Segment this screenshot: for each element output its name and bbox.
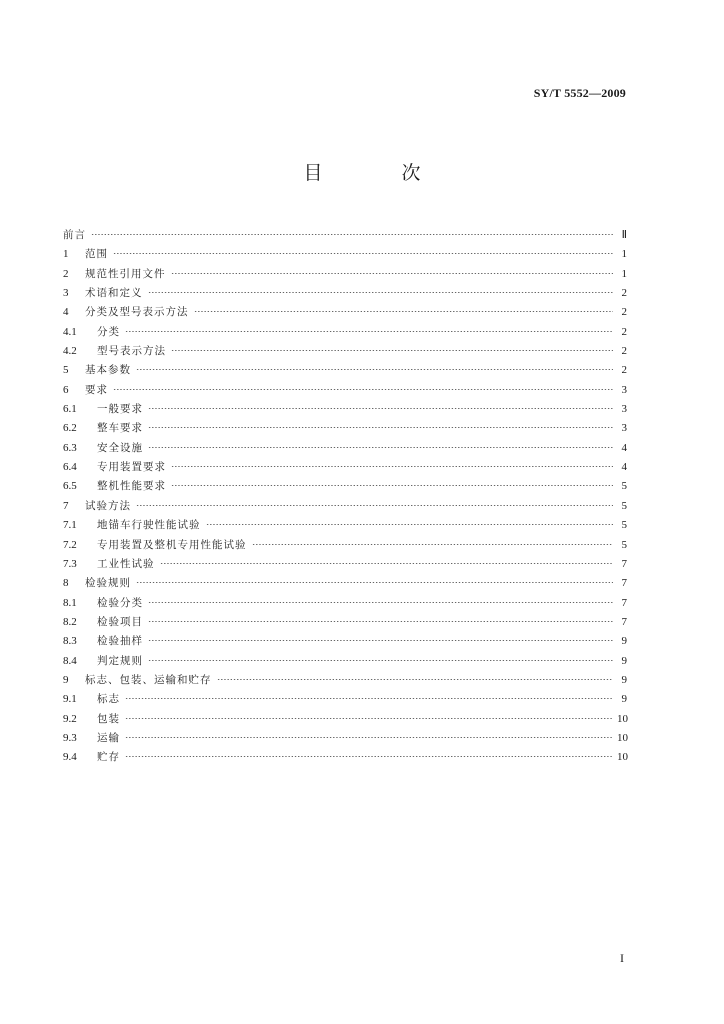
toc-entry-label: 术语和定义 bbox=[85, 287, 143, 300]
toc-entry-label: 整车要求 bbox=[97, 422, 143, 435]
toc-entry-label: 检验抽样 bbox=[97, 635, 143, 648]
toc-entry-label: 标志 bbox=[97, 693, 120, 706]
toc-entry[interactable] bbox=[63, 400, 627, 419]
toc-entry-label: 要求 bbox=[85, 383, 108, 396]
toc-entry-label: 检验项目 bbox=[97, 615, 143, 628]
toc-entry-page: 7 bbox=[621, 557, 627, 570]
toc-leader-dots bbox=[136, 369, 613, 370]
toc-entry-label: 检验分类 bbox=[97, 596, 143, 609]
toc-leader-dots bbox=[171, 273, 614, 274]
toc-entry-number: 4.1 bbox=[63, 325, 77, 338]
toc-entry[interactable] bbox=[63, 419, 627, 438]
toc-entry-number: 8.3 bbox=[63, 635, 77, 648]
toc-leader-dots bbox=[148, 447, 613, 448]
toc-leader-dots bbox=[91, 234, 613, 235]
toc-leader-dots bbox=[148, 640, 613, 641]
toc-entry-page: 10 bbox=[617, 712, 628, 725]
toc-entry-number: 6.5 bbox=[63, 480, 77, 493]
toc-entry-number: 8.2 bbox=[63, 615, 77, 628]
toc-entry-page: 9 bbox=[621, 654, 627, 667]
toc-entry-number: 6.1 bbox=[63, 403, 77, 416]
toc-entry[interactable] bbox=[63, 690, 627, 709]
toc-entry-page: 2 bbox=[621, 306, 627, 319]
toc-leader-dots bbox=[125, 718, 613, 719]
toc-entry-page: 3 bbox=[621, 403, 627, 416]
table-of-contents bbox=[63, 226, 627, 768]
toc-entry-number: 6.4 bbox=[63, 461, 77, 474]
toc-entry-number: 8.4 bbox=[63, 654, 77, 667]
toc-entry-page: 5 bbox=[621, 480, 627, 493]
toc-entry-label: 范围 bbox=[85, 248, 108, 261]
toc-entry-number: 9 bbox=[63, 673, 69, 686]
toc-entry[interactable] bbox=[63, 439, 627, 458]
toc-entry-number: 9.3 bbox=[63, 731, 77, 744]
toc-entry-label: 专用装置要求 bbox=[97, 461, 166, 474]
toc-entry-number: 4 bbox=[63, 306, 69, 319]
toc-entry-page: 2 bbox=[621, 287, 627, 300]
toc-entry[interactable] bbox=[63, 458, 627, 477]
toc-entry-number: 6 bbox=[63, 383, 69, 396]
toc-entry-number: 9.2 bbox=[63, 712, 77, 725]
toc-entry[interactable] bbox=[63, 323, 627, 342]
toc-entry-page: 5 bbox=[621, 538, 627, 551]
toc-entry-number: 9.1 bbox=[63, 693, 77, 706]
toc-entry-label: 安全设施 bbox=[97, 441, 143, 454]
toc-entry-number: 1 bbox=[63, 248, 69, 261]
toc-entry-number: 6.2 bbox=[63, 422, 77, 435]
toc-entry-page: 7 bbox=[621, 596, 627, 609]
toc-entry-label: 整机性能要求 bbox=[97, 480, 166, 493]
toc-entry-number: 7 bbox=[63, 499, 69, 512]
toc-leader-dots bbox=[125, 756, 613, 757]
toc-leader-dots bbox=[171, 466, 613, 467]
toc-leader-dots bbox=[148, 660, 613, 661]
toc-entry[interactable] bbox=[63, 729, 627, 748]
toc-entry-page: 9 bbox=[621, 635, 627, 648]
toc-entry[interactable] bbox=[63, 748, 627, 767]
toc-entry-label: 前言 bbox=[63, 229, 86, 241]
toc-entry-number: 3 bbox=[63, 287, 69, 300]
toc-entry-page: 5 bbox=[621, 519, 627, 532]
toc-entry-label: 工业性试验 bbox=[97, 557, 155, 570]
toc-entry-label: 贮存 bbox=[97, 751, 120, 764]
toc-entry-label: 包装 bbox=[97, 712, 120, 725]
toc-entry[interactable] bbox=[63, 265, 627, 284]
toc-entry-number: 2 bbox=[63, 267, 69, 280]
toc-entry-page: 7 bbox=[621, 577, 627, 590]
toc-entry-label: 分类及型号表示方法 bbox=[85, 306, 189, 319]
toc-entry-number: 9.4 bbox=[63, 751, 77, 764]
toc-entry[interactable] bbox=[63, 710, 627, 729]
toc-leader-dots bbox=[113, 389, 613, 390]
toc-entry-page: 10 bbox=[617, 751, 628, 764]
toc-entry-number: 5 bbox=[63, 364, 69, 377]
toc-entry-page: 5 bbox=[621, 499, 627, 512]
toc-leader-dots bbox=[148, 408, 613, 409]
toc-entry-page: Ⅱ bbox=[621, 229, 627, 241]
toc-entry-label: 判定规则 bbox=[97, 654, 143, 667]
toc-leader-dots bbox=[171, 485, 613, 486]
toc-entry[interactable] bbox=[63, 536, 627, 555]
toc-entry[interactable] bbox=[63, 555, 627, 574]
toc-entry-page: 4 bbox=[621, 461, 627, 474]
toc-entry-label: 运输 bbox=[97, 731, 120, 744]
toc-entry-page: 2 bbox=[621, 364, 627, 377]
toc-entry[interactable] bbox=[63, 245, 627, 264]
toc-entry-number: 7.2 bbox=[63, 538, 77, 551]
toc-entry-page: 10 bbox=[617, 731, 628, 744]
toc-entry-number: 6.3 bbox=[63, 441, 77, 454]
toc-entry-label: 基本参数 bbox=[85, 364, 131, 377]
toc-entry-number: 7.1 bbox=[63, 519, 77, 532]
toc-entry[interactable] bbox=[63, 632, 627, 651]
toc-entry[interactable] bbox=[63, 381, 627, 400]
toc-entry-page: 9 bbox=[621, 693, 627, 706]
toc-entry[interactable] bbox=[63, 342, 627, 361]
toc-entry-label: 试验方法 bbox=[85, 499, 131, 512]
toc-leader-dots bbox=[171, 350, 613, 351]
page-number: I bbox=[620, 951, 624, 965]
toc-entry[interactable] bbox=[63, 477, 627, 496]
toc-leader-dots bbox=[125, 331, 613, 332]
toc-entry-page: 9 bbox=[621, 673, 627, 686]
standard-number: SY/T 5552—2009 bbox=[533, 86, 626, 100]
toc-entry-page: 3 bbox=[621, 422, 627, 435]
toc-entry-page: 3 bbox=[621, 383, 627, 396]
toc-entry-label: 地锚车行驶性能试验 bbox=[97, 519, 201, 532]
toc-entry-label: 检验规则 bbox=[85, 577, 131, 590]
toc-entry[interactable] bbox=[63, 497, 627, 516]
toc-leader-dots bbox=[206, 524, 614, 525]
toc-leader-dots bbox=[136, 582, 613, 583]
toc-leader-dots bbox=[125, 737, 613, 738]
toc-entry-label: 型号表示方法 bbox=[97, 345, 166, 358]
toc-leader-dots bbox=[194, 311, 614, 312]
toc-leader-dots bbox=[160, 563, 614, 564]
toc-entry-number: 7.3 bbox=[63, 557, 77, 570]
toc-entry[interactable] bbox=[63, 284, 627, 303]
toc-leader-dots bbox=[136, 505, 613, 506]
toc-entry[interactable] bbox=[63, 671, 627, 690]
page-title: 目 次 bbox=[303, 162, 451, 184]
toc-entry-number: 8 bbox=[63, 577, 69, 590]
toc-leader-dots bbox=[113, 253, 613, 254]
toc-entry-label: 专用装置及整机专用性能试验 bbox=[97, 538, 247, 551]
toc-entry-page: 2 bbox=[621, 345, 627, 358]
toc-entry-page: 1 bbox=[621, 267, 627, 280]
toc-entry-page: 7 bbox=[621, 615, 627, 628]
toc-entry[interactable] bbox=[63, 594, 627, 613]
toc-entry-number: 4.2 bbox=[63, 345, 77, 358]
toc-leader-dots bbox=[125, 698, 613, 699]
toc-entry-number: 8.1 bbox=[63, 596, 77, 609]
toc-entry-label: 标志、包装、运输和贮存 bbox=[85, 673, 212, 686]
toc-leader-dots bbox=[148, 602, 613, 603]
toc-entry[interactable] bbox=[63, 574, 627, 593]
toc-entry-label: 规范性引用文件 bbox=[85, 267, 166, 280]
toc-entry[interactable] bbox=[63, 613, 627, 632]
toc-entry[interactable] bbox=[63, 652, 627, 671]
toc-entry[interactable] bbox=[63, 303, 627, 322]
toc-entry-label: 一般要求 bbox=[97, 403, 143, 416]
toc-entry[interactable] bbox=[63, 361, 627, 380]
toc-entry-page: 4 bbox=[621, 441, 627, 454]
toc-entry[interactable] bbox=[63, 226, 627, 245]
toc-entry-page: 2 bbox=[621, 325, 627, 338]
toc-leader-dots bbox=[148, 292, 614, 293]
toc-leader-dots bbox=[148, 427, 613, 428]
toc-leader-dots bbox=[148, 621, 613, 622]
toc-entry[interactable] bbox=[63, 516, 627, 535]
toc-leader-dots bbox=[252, 544, 614, 545]
toc-entry-label: 分类 bbox=[97, 325, 120, 338]
toc-leader-dots bbox=[217, 679, 614, 680]
toc-entry-page: 1 bbox=[621, 248, 627, 261]
